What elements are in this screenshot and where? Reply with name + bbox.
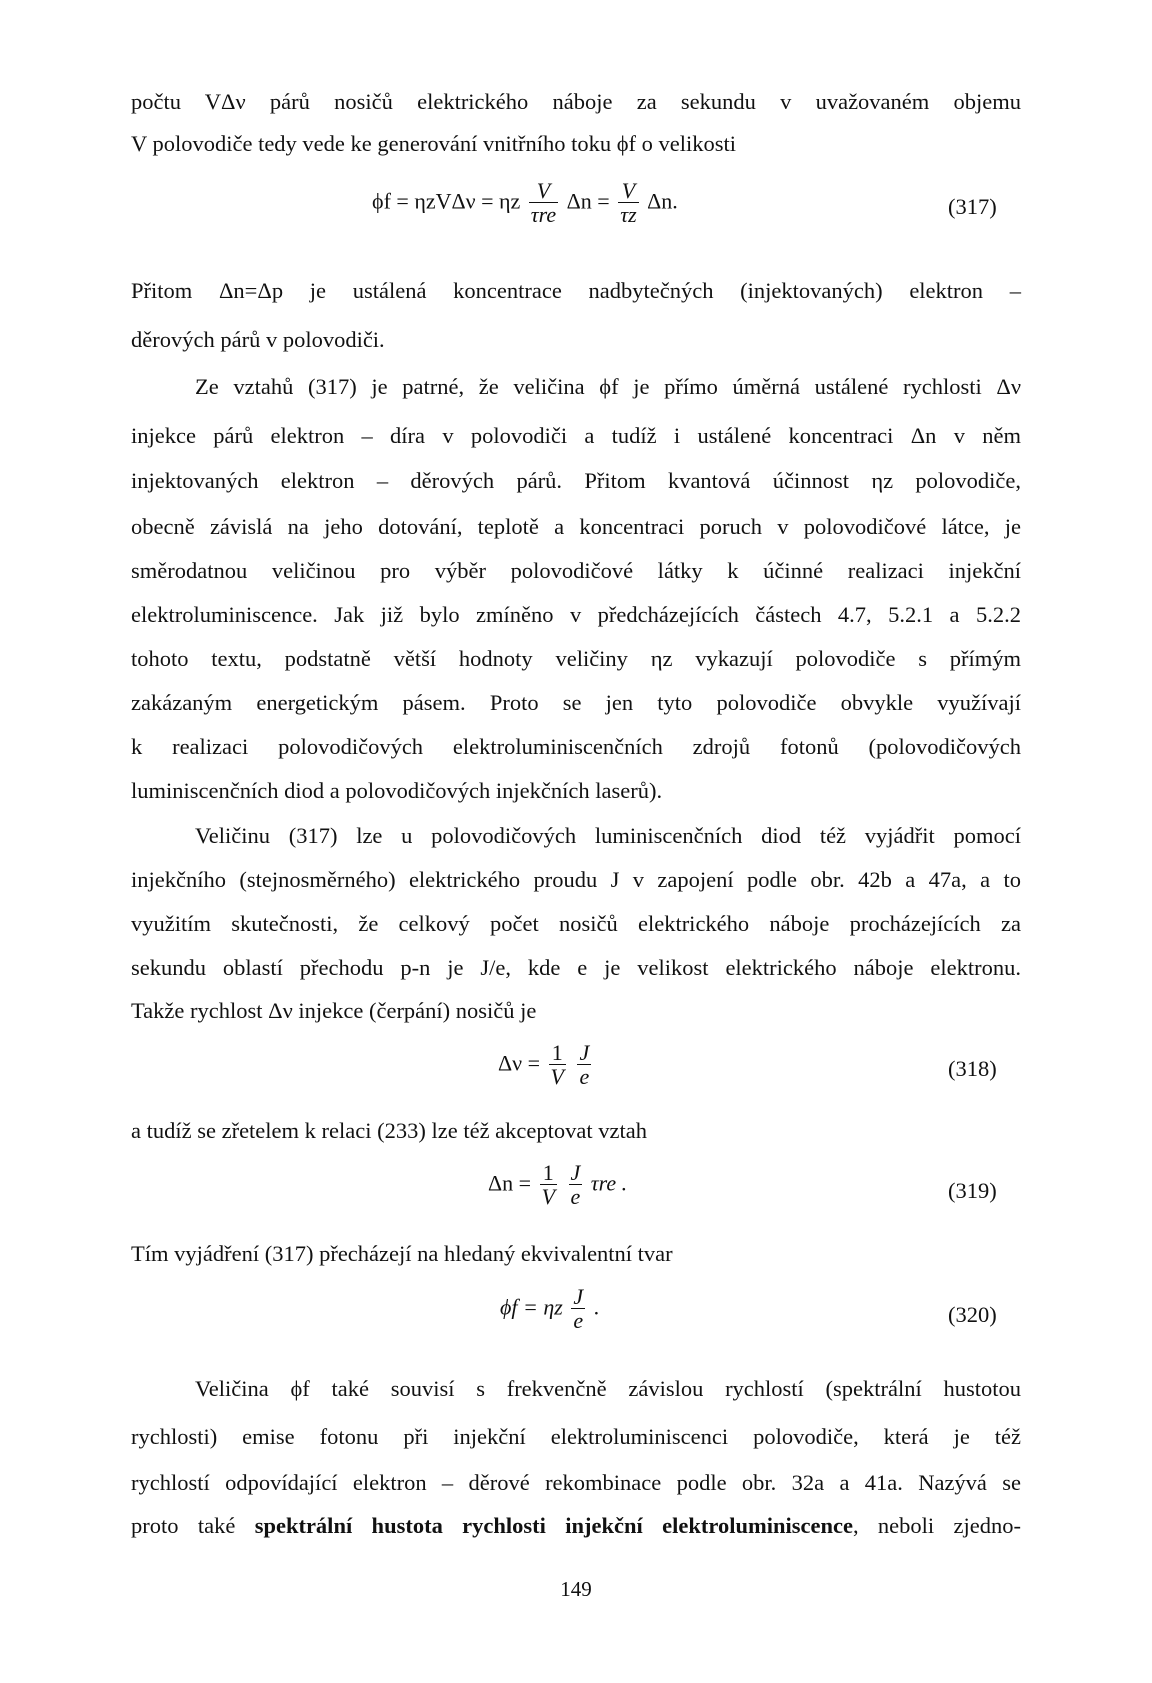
text-line-8: obecně závislá na jeho dotování, teplotě a koncentraci poruch v polovodičové látce, je <box>131 514 1021 539</box>
text-line-20: a tudíž se zřetelem k relaci (233) lze též akceptovat vztah <box>131 1118 647 1143</box>
text-line-9: směrodatnou veličinou pro výběr polovodičové látky k účinné realizaci injekční <box>131 558 1021 583</box>
equation-number-317: (317) <box>948 194 997 219</box>
text-line-14: luminiscenčních diod a polovodičových injekčních laserů). <box>131 778 663 803</box>
text-line-21: Tím vyjádření (317) přecházejí na hledaný ekvivalentní tvar <box>131 1241 673 1266</box>
text-line-25-start: proto také <box>131 1513 236 1538</box>
text-line-12: zakázaným energetickým pásem. Proto se jen tyto polovodiče obvykle využívají <box>131 690 1021 715</box>
text-line-2: V polovodiče tedy vede ke generování vnitřního toku ϕf o velikosti <box>131 131 737 156</box>
text-line-1: počtu VΔν párů nosičů elektrického náboje za sekundu v uvažovaném objemu <box>131 89 1021 114</box>
eq318-lhs: Δν = <box>498 1050 541 1076</box>
text-line-13: k realizaci polovodičových elektroluminiscenčních zdrojů fotonů (polovodičových <box>131 734 1021 759</box>
equation-number-319: (319) <box>948 1178 997 1203</box>
text-line-5: Ze vztahů (317) je patrné, že veličina ϕf je přímo úměrná ustálené rychlosti Δν <box>195 374 1021 399</box>
equation-number-318: (318) <box>948 1056 997 1081</box>
text-line-24: rychlostí odpovídající elektron – děrové rekombinace podle obr. 32a a 41a. Nazývá se <box>131 1470 1021 1495</box>
eq318-fraction-2: $\frac{J}{e}$ <box>579 1040 590 1089</box>
text-line-4: děrových párů v polovodiči. <box>131 327 385 352</box>
eq319-end: τre . <box>590 1170 628 1196</box>
text-line-17: využitím skutečnosti, že celkový počet nosičů elektrického náboje procházejících za <box>131 911 1021 936</box>
text-line-19: Takže rychlost Δν injekce (čerpání) nosičů je <box>131 998 537 1023</box>
equation-317 <box>372 180 678 227</box>
eq319-lhs: Δn = <box>488 1170 532 1196</box>
equation-number-320: (320) <box>948 1302 997 1327</box>
text-line-23: rychlosti) emise fotonu při injekční elektroluminiscenci polovodiče, která je též <box>131 1424 1021 1449</box>
text-line-3: Přitom Δn=Δp je ustálená koncentrace nadbytečných (injektovaných) elektron – <box>131 278 1021 303</box>
equation-319 <box>488 1162 627 1209</box>
text-line-25-end: , neboli zjedno- <box>852 1513 1021 1538</box>
text-line-15: Veličinu (317) lze u polovodičových luminiscenčních diod též vyjádřit pomocí <box>195 823 1021 848</box>
text-line-25 <box>131 1512 1021 1540</box>
text-line-22: Veličina ϕf také souvisí s frekvenčně závislou rychlostí (spektrální hustotou <box>195 1376 1021 1401</box>
bold-term: spektrální hustota rychlosti injekční elektroluminiscence <box>254 1513 853 1538</box>
eq319-fraction-1: $\frac{1}{V}$ <box>541 1160 556 1209</box>
text-line-16: injekčního (stejnosměrného) elektrického proudu J v zapojení podle obr. 42b a 47a, a to <box>131 867 1021 892</box>
eq317-fraction-2: $\frac{V}{\tau z}$ <box>620 178 637 227</box>
eq317-mid: Δn = <box>566 188 610 214</box>
eq317-fraction-1: $\frac{V}{\text{τre}}$ <box>530 178 557 227</box>
eq319-fraction-2: $\frac{J}{e}$ <box>570 1160 581 1209</box>
eq320-lhs: ϕf = ηz <box>500 1294 563 1320</box>
text-line-18: sekundu oblastí přechodu p-n je J/e, kde e je velikost elektrického náboje elektronu. <box>131 955 1021 980</box>
eq320-fraction-1: $\frac{J}{e}$ <box>573 1284 584 1333</box>
text-line-7: injektovaných elektron – děrových párů. Přitom kvantová účinnost ηz polovodiče, <box>131 468 1021 493</box>
eq317-end: Δn. <box>647 188 678 214</box>
eq318-fraction-1: $\frac{1}{V}$ <box>550 1040 564 1089</box>
eq317-lhs: ϕf = ηzVΔν = ηz <box>372 188 521 214</box>
page-number: 149 <box>560 1577 592 1601</box>
text-line-10: elektroluminiscence. Jak již bylo zmíněno v předcházejících částech 4.7, 5.2.1 a 5.2.2 <box>131 602 1021 627</box>
equation-318 <box>498 1042 594 1089</box>
eq320-end: . <box>593 1294 600 1320</box>
text-line-11: tohoto textu, podstatně větší hodnoty veličiny ηz vykazují polovodiče s přímým <box>131 646 1021 671</box>
equation-320 <box>500 1286 599 1333</box>
text-line-6: injekce párů elektron – díra v polovodiči a tudíž i ustálené koncentraci Δn v něm <box>131 423 1021 448</box>
